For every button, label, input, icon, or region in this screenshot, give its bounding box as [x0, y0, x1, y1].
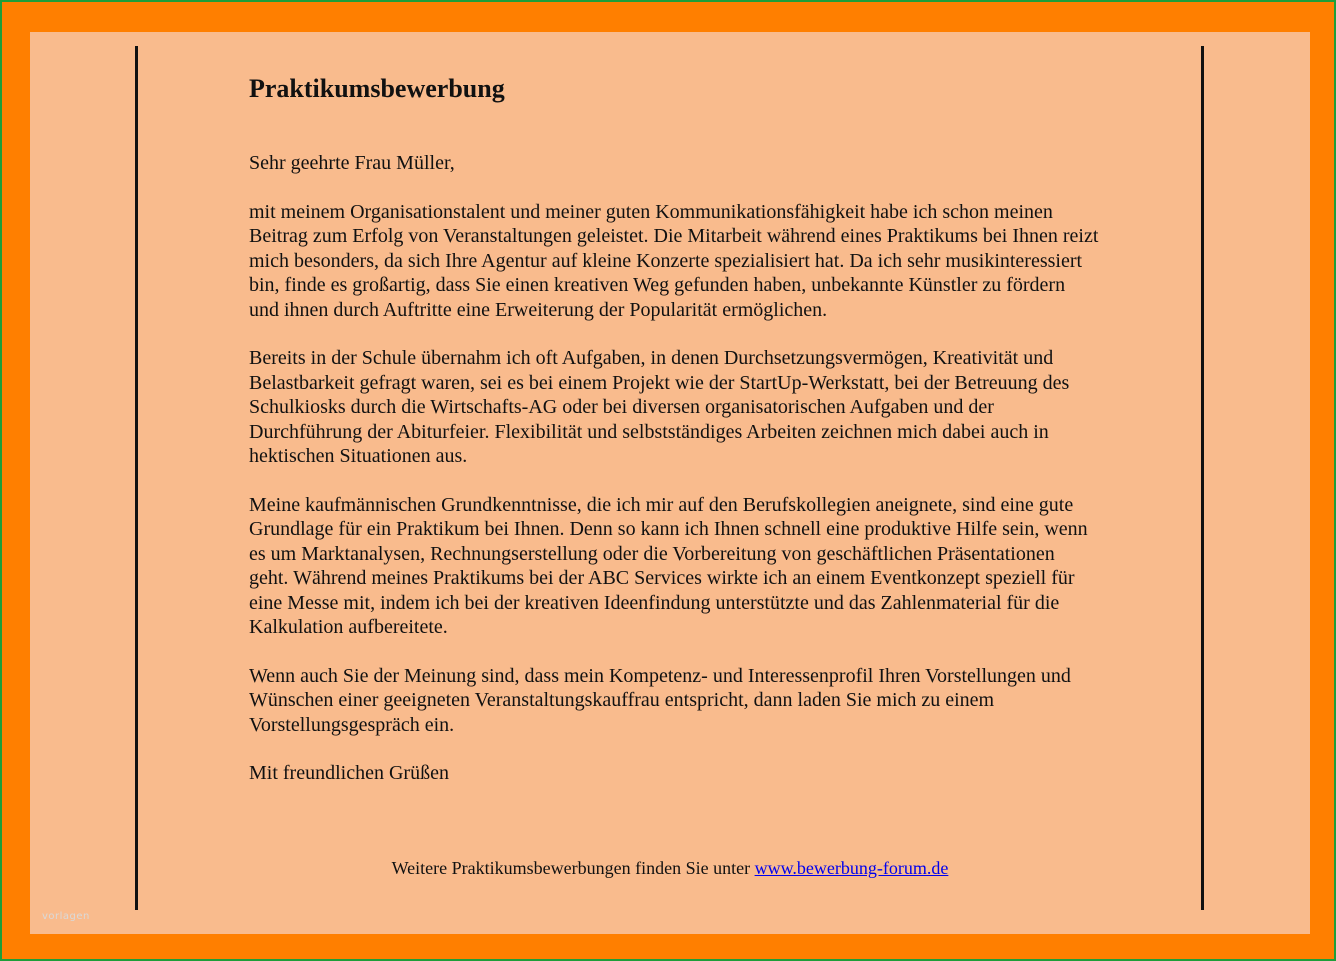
letter-title: Praktikumsbewerbung	[249, 74, 505, 103]
right-margin-rule	[1201, 46, 1204, 910]
footer-text: Weitere Praktikumsbewerbungen finden Sie unter	[391, 858, 755, 878]
closing: Mit freundlichen Grüßen	[249, 762, 449, 784]
letter-page	[30, 32, 1310, 934]
left-margin-rule	[135, 46, 138, 910]
watermark: vorlagen	[42, 911, 90, 922]
footer-link[interactable]: www.bewerbung-forum.de	[754, 858, 949, 878]
paragraph-2: Bereits in der Schule übernahm ich oft Aufgaben, in denen Durchsetzungsvermögen, Kreativität und Belastbarkeit gefragt waren, sei es bei einem Projekt wie der StartUp-Werkstatt, bei der Betreuung des Schulkiosks durch die Wirtschafts-AG oder bei diversen organisatorischen Aufgaben und der Durchführung der Abiturfeier. Flexibilität und selbstständiges Arbeiten zeichnen mich dabei auch in hektischen Situationen aus.	[249, 347, 1070, 467]
letter-body	[249, 72, 1099, 786]
footer-note	[30, 858, 1310, 879]
paragraph-1: mit meinem Organisationstalent und meiner guten Kommunikationsfähigkeit habe ich schon meinen Beitrag zum Erfolg von Veranstaltungen geleistet. Die Mitarbeit während eines Praktikums bei Ihnen reizt mich besonders, da sich Ihre Agentur auf kleine Konzerte spezialisiert hat. Da ich sehr musikinteressiert bin, finde es großartig, dass Sie einen kreativen Weg gefunden haben, unbekannte Künstler zu fördern und ihnen durch Auftritte eine Erweiterung der Popularität ermöglichen.	[249, 200, 1099, 321]
paragraph-4: Wenn auch Sie der Meinung sind, dass mein Kompetenz- und Interessenprofil Ihren Vorstellungen und Wünschen einer geeigneten Veranstaltungskauffrau entspricht, dann laden Sie mich zu einem Vorstellungsgespräch ein.	[249, 664, 1071, 736]
paragraph-3: Meine kaufmännischen Grundkenntnisse, die ich mir auf den Berufskollegien aneignete, sind eine gute Grundlage für ein Praktikum bei Ihnen. Denn so kann ich Ihnen schnell eine produktive Hilfe sein, wenn es um Marktanalysen, Rechnungserstellung oder die Vorbereitung von geschäftlichen Präsentationen geht. Während meines Praktikums bei der ABC Services wirkte ich an einem Eventkonzept speziell für eine Messe mit, indem ich bei der kreativen Ideenfindung unterstützte und das Zahlenmaterial für die Kalkulation aufbereitete.	[249, 493, 1088, 638]
salutation: Sehr geehrte Frau Müller,	[249, 152, 455, 174]
